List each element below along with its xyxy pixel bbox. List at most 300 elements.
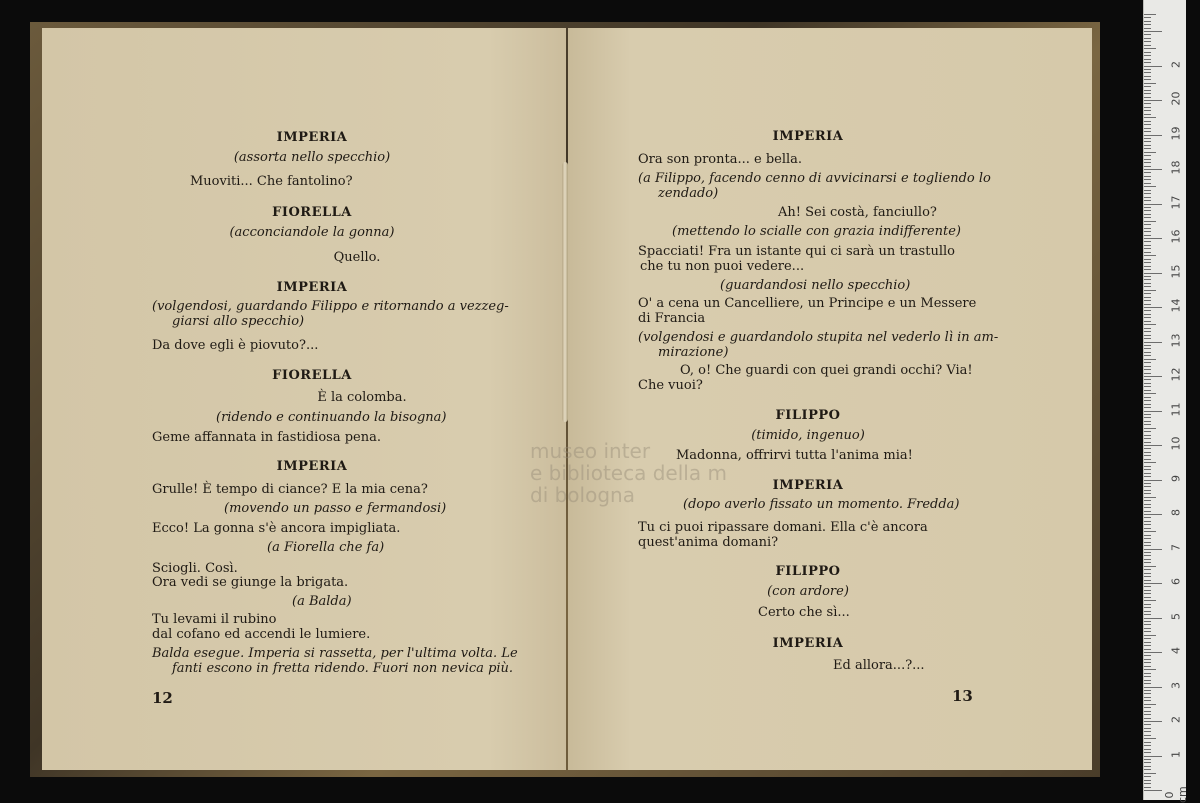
ruler-tick [1144,31,1162,32]
left_page-line: FIORELLA [272,205,352,220]
ruler-tick [1144,138,1151,139]
ruler-tick [1144,538,1151,539]
ruler-tick [1144,83,1156,84]
ruler-tick [1144,107,1151,108]
right_page-line: Ah! Sei costà, fanciullo? [778,205,937,220]
right_page-line: Che vuoi? [638,378,703,393]
right_page-line: zendado) [658,186,719,201]
ruler-tick [1144,780,1151,781]
ruler-tick [1144,635,1156,636]
ruler-tick [1144,462,1156,463]
ruler-tick [1144,200,1151,201]
left_page-line: (ridendo e continuando la bisogna) [216,410,447,425]
ruler-tick [1144,428,1156,429]
ruler-number: 9 [1169,474,1183,482]
ruler-tick [1144,252,1151,253]
ruler-tick [1144,193,1151,194]
ruler-tick [1144,86,1151,87]
right_page-line: Spacciati! Fra un istante qui ci sarà un trastullo [638,244,955,259]
ruler-tick [1144,618,1162,619]
ruler-number: 15 [1169,264,1183,278]
ruler-tick [1144,555,1151,556]
ruler-tick [1144,38,1151,39]
ruler-tick [1144,417,1151,418]
right_page-line: (timido, ingenuo) [751,428,865,443]
ruler-tick [1144,504,1151,505]
ruler-tick [1144,773,1156,774]
ruler-tick [1144,411,1162,412]
ruler-tick [1144,386,1151,387]
ruler-tick [1144,235,1151,236]
left_page-line: (a Fiorella che fa) [267,540,385,555]
ruler-tick [1144,438,1151,439]
ruler-tick [1144,535,1151,536]
ruler-tick [1144,424,1151,425]
ruler-tick [1144,659,1151,660]
ruler-tick [1144,231,1151,232]
ruler-number: 6 [1169,578,1183,585]
ruler-tick [1144,34,1151,35]
ruler-tick [1144,455,1151,456]
ruler-tick [1144,735,1151,736]
ruler-tick [1144,752,1151,753]
right_page-line: Ora son pronta... e bella. [638,152,803,167]
ruler-tick [1144,97,1151,98]
ruler-tick [1144,724,1151,725]
ruler-number: 0 cm [1163,786,1189,803]
ruler-tick [1144,604,1151,605]
ruler-tick [1144,124,1151,125]
ruler-tick [1144,93,1151,94]
left_page-line: È la colomba. [317,390,407,405]
left_page-line: IMPERIA [276,130,348,145]
ruler-tick [1144,217,1151,218]
ruler-tick [1144,48,1156,49]
ruler-tick [1144,238,1162,239]
ruler-tick [1144,69,1151,70]
ruler-tick [1144,700,1151,701]
right_page-line: (con ardore) [767,584,849,599]
ruler-tick [1144,41,1151,42]
ruler-tick [1144,459,1151,460]
ruler-tick [1144,745,1151,746]
ruler-tick [1144,317,1151,318]
ruler-tick [1144,711,1151,712]
ruler-tick [1144,621,1151,622]
right_page-line: di Francia [638,311,706,326]
ruler-number: 18 [1169,160,1183,175]
ruler-tick [1144,352,1151,353]
ruler-tick [1144,490,1151,491]
ruler-tick [1144,169,1162,170]
ruler-tick [1144,248,1151,249]
ruler-tick [1144,435,1151,436]
ruler-tick [1144,331,1151,332]
ruler-number: 13 [1169,333,1183,347]
ruler-tick [1144,624,1151,625]
ruler-tick [1144,300,1151,301]
ruler-tick [1144,383,1151,384]
ruler-tick [1144,562,1151,563]
ruler-tick [1144,304,1151,305]
right_page-line: (volgendosi e guardandolo stupita nel vederlo lì in am- [638,330,999,345]
ruler-tick [1144,179,1151,180]
ruler-tick [1144,128,1151,129]
ruler-tick [1144,407,1151,408]
ruler-tick [1144,355,1151,356]
ruler-tick [1144,652,1162,653]
left_page-line: (acconciandole la gonna) [229,225,395,240]
left-page [42,28,566,770]
ruler-tick [1144,166,1151,167]
ruler-tick [1144,466,1151,467]
left_page-line: Quello. [333,250,381,265]
ruler-tick [1144,721,1162,722]
page-number-left: 12 [152,689,173,707]
ruler-tick [1144,749,1151,750]
ruler-tick [1144,145,1151,146]
ruler-tick [1144,642,1151,643]
left_page-line: fanti escono in fretta ridendo. Fuori non nevica più. [172,661,514,676]
right_page-line: quest'anima domani? [638,535,779,550]
ruler-tick [1144,172,1151,173]
ruler-tick [1144,552,1151,553]
ruler-tick [1144,486,1151,487]
ruler-tick [1144,103,1151,104]
ruler-tick [1144,742,1151,743]
ruler-tick [1144,369,1151,370]
ruler-tick [1144,324,1156,325]
ruler-tick [1144,28,1151,29]
ruler-tick [1144,135,1162,136]
right_page-line: IMPERIA [772,636,844,651]
left_page-line: Ecco! La gonna s'è ancora impigliata. [152,521,401,536]
left_page-line: dal cofano ed accendi le lumiere. [152,627,371,642]
ruler-tick [1144,549,1162,550]
ruler-tick [1144,393,1156,394]
ruler-tick [1144,521,1151,522]
ruler-tick [1144,400,1151,401]
ruler-tick [1144,445,1162,446]
ruler-tick [1144,59,1151,60]
ruler-tick [1144,687,1162,688]
left_page-line: giarsi allo specchio) [172,314,305,329]
ruler-tick [1144,707,1151,708]
ruler-tick [1144,545,1151,546]
left_page-line: Muoviti... Che fantolino? [190,174,353,189]
ruler-tick [1144,214,1151,215]
ruler-tick [1144,493,1151,494]
left_page-line: Tu levami il rubino [152,612,277,627]
ruler-tick [1144,473,1151,474]
ruler-tick [1144,517,1151,518]
ruler-tick [1144,704,1156,705]
ruler-tick [1144,366,1151,367]
ruler-tick [1144,376,1162,377]
ruler-tick [1144,338,1151,339]
ruler-number: 7 [1169,543,1183,551]
ruler-tick [1144,776,1151,777]
ruler-tick [1144,566,1156,567]
left_page-line: (volgendosi, guardando Filippo e ritornando a vezzeg- [152,299,509,314]
ruler-tick [1144,186,1156,187]
right_page-line: Certo che sì... [758,605,850,620]
ruler-tick [1144,600,1156,601]
left_page-line: (a Balda) [292,594,352,609]
left_page-line: Da dove egli è piovuto?... [152,338,319,353]
ruler-tick [1144,414,1151,415]
ruler-tick [1144,476,1151,477]
ruler-tick [1144,141,1151,142]
ruler-tick [1144,497,1156,498]
ruler-tick [1144,421,1151,422]
ruler-tick [1144,559,1151,560]
ruler-tick [1144,693,1151,694]
ruler-tick [1144,259,1151,260]
ruler-tick [1144,245,1151,246]
ruler-tick [1144,524,1151,525]
ruler-tick [1144,718,1151,719]
ruler-tick [1144,21,1151,22]
right_page-line: Ed allora...?... [833,658,925,673]
ruler-tick [1144,769,1151,770]
ruler-tick [1144,328,1151,329]
right_page-line: IMPERIA [772,129,844,144]
ruler-number: 12 [1169,367,1183,382]
right_page-line: Tu ci puoi ripassare domani. Ella c'è ancora [638,520,928,535]
ruler-tick [1144,293,1151,294]
ruler-tick [1144,580,1151,581]
ruler-tick [1144,310,1151,311]
left_page-line: Geme affannata in fastidiosa pena. [152,430,381,445]
ruler-tick [1144,531,1156,532]
ruler-tick [1144,500,1151,501]
ruler-tick [1144,162,1151,163]
ruler-tick [1144,507,1151,508]
ruler-tick [1144,590,1151,591]
ruler-tick [1144,62,1151,63]
ruler-tick [1144,176,1151,177]
ruler-number: 10 [1169,436,1183,451]
ruler-tick [1144,514,1162,515]
ruler-tick [1144,183,1151,184]
ruler-tick [1144,666,1151,667]
ruler-tick [1144,638,1151,639]
ruler-tick [1144,480,1162,481]
ruler-tick [1144,110,1151,111]
watermark [530,440,727,506]
ruler-tick [1144,279,1151,280]
right_page-line: mirazione) [658,345,729,360]
ruler-tick [1144,655,1151,656]
ruler-tick [1144,452,1151,453]
ruler-tick [1144,359,1156,360]
ruler-tick [1144,266,1151,267]
left_page-line: IMPERIA [276,280,348,295]
ruler-tick [1144,662,1151,663]
ruler-number: 17 [1169,195,1183,209]
ruler-tick [1144,207,1151,208]
ruler-tick [1144,152,1156,153]
right_page-line: Madonna, offrirvi tutta l'anima mia! [676,448,913,463]
ruler-tick [1144,273,1162,274]
ruler-tick [1144,373,1151,374]
ruler-number: 16 [1169,229,1183,244]
ruler-tick [1144,528,1151,529]
ruler-tick [1144,283,1151,284]
left_page-line: Ora vedi se giunge la brigata. [152,575,349,590]
ruler-tick [1144,148,1151,149]
ruler-tick [1144,697,1151,698]
ruler-tick [1144,759,1151,760]
ruler-tick [1144,114,1151,115]
ruler-tick [1144,345,1151,346]
ruler-tick [1144,790,1162,791]
ruler-number: 14 [1169,298,1183,313]
ruler-tick [1144,314,1151,315]
ruler-number: 2 [1169,716,1183,723]
ruler-tick [1144,593,1151,594]
ruler-tick [1144,210,1151,211]
left_page-line: (movendo un passo e fermandosi) [224,501,447,516]
watermark-line: di bologna [530,483,635,507]
ruler-tick [1144,155,1151,156]
ruler-tick [1144,14,1156,15]
watermark-line: e biblioteca della m [530,461,727,485]
ruler-tick [1144,649,1151,650]
ruler-tick [1144,79,1151,80]
ruler-tick [1144,483,1151,484]
ruler-tick [1144,586,1151,587]
ruler-number: 1 [1169,750,1183,758]
ruler-number: 3 [1169,681,1183,689]
left_page-line: Grulle! È tempo di ciance? E la mia cena? [152,482,428,497]
ruler-number: 11 [1169,402,1183,416]
ruler-tick [1144,756,1162,757]
ruler-tick [1144,66,1162,67]
ruler-number: 19 [1169,126,1183,140]
ruler-tick [1144,276,1151,277]
ruler-tick [1144,390,1151,391]
ruler-tick [1144,611,1151,612]
ruler-tick [1144,362,1151,363]
ruler-tick [1144,52,1151,53]
ruler-tick [1144,645,1151,646]
ruler-tick [1144,286,1151,287]
ruler-tick [1144,614,1151,615]
ruler-tick [1144,680,1151,681]
ruler-tick [1144,45,1151,46]
ruler-tick [1144,714,1151,715]
ruler-tick [1144,197,1151,198]
ruler-tick [1144,17,1151,18]
ruler-tick [1144,290,1156,291]
ruler-tick [1144,431,1151,432]
left_page-line: Balda esegue. Imperia si rassetta, per l'ultima volta. Le [152,646,518,661]
ruler-tick [1144,24,1151,25]
ruler-tick [1144,379,1151,380]
ruler-tick [1144,628,1151,629]
left_page-line: FIORELLA [272,368,352,383]
ruler-tick [1144,55,1151,56]
ruler-tick [1144,597,1151,598]
right_page-line: (dopo averlo fissato un momento. Fredda) [683,497,960,512]
ruler-tick [1144,583,1162,584]
ruler-tick [1144,783,1151,784]
ruler-tick [1144,131,1151,132]
ruler-number: 5 [1169,612,1183,620]
measuring-ruler [1143,0,1189,803]
ruler-tick [1144,221,1156,222]
ruler-tick [1144,442,1151,443]
ruler-tick [1144,542,1151,543]
ruler-tick [1144,511,1151,512]
ruler-number: 20 [1169,91,1183,106]
ruler-tick [1144,631,1151,632]
watermark-line: museo inter [530,439,651,463]
ruler-number: 4 [1169,647,1183,654]
ruler-tick [1144,121,1151,122]
right_page-line: FILIPPO [775,408,841,423]
ruler-tick [1144,607,1151,608]
ruler-tick [1144,297,1151,298]
ruler-tick [1144,762,1151,763]
right_page-line: O' a cena un Cancelliere, un Principe e un Messere [638,296,977,311]
ruler-number: 8 [1169,509,1183,516]
ruler-tick [1144,404,1151,405]
ruler-tick [1144,683,1151,684]
ruler-tick [1144,766,1151,767]
right_page-line: che tu non puoi vedere... [640,259,805,274]
ruler-tick [1144,224,1151,225]
right_page-line: O, o! Che guardi con quei grandi occhi? Via! [680,363,973,378]
ruler-tick [1144,397,1151,398]
ruler-tick [1144,269,1151,270]
ruler-number: 2 [1169,60,1183,68]
right_page-line: FILIPPO [775,564,841,579]
ruler-tick [1144,348,1151,349]
ruler-tick [1144,669,1156,670]
page-number-right: 13 [952,687,973,705]
ruler-tick [1144,576,1151,577]
left_page-line: Sciogli. Così. [152,561,238,576]
ruler-tick [1144,76,1151,77]
ruler-tick [1144,90,1151,91]
ruler-tick [1144,159,1151,160]
right_page-line: (a Filippo, facendo cenno di avvicinarsi e togliendo lo [638,171,991,186]
right-page [568,28,1092,770]
ruler-tick [1144,262,1151,263]
ruler-tick [1144,190,1151,191]
left_page-line: (assorta nello specchio) [233,150,391,165]
right_page-line: (guardandosi nello specchio) [720,278,911,293]
ruler-tick [1144,307,1162,308]
ruler-tick [1144,72,1151,73]
ruler-tick [1144,787,1151,788]
ruler-tick [1144,321,1151,322]
ruler-tick [1144,738,1156,739]
right_page-line: (mettendo lo scialle con grazia indifferente) [672,224,961,239]
left_page-line: IMPERIA [276,459,348,474]
ruler-tick [1144,335,1151,336]
ruler-tick [1144,728,1151,729]
ruler-tick [1144,117,1156,118]
ruler-tick [1144,448,1151,449]
ruler-tick [1144,673,1151,674]
ruler-tick [1144,573,1151,574]
ruler-tick [1144,204,1162,205]
ruler-tick [1144,676,1151,677]
